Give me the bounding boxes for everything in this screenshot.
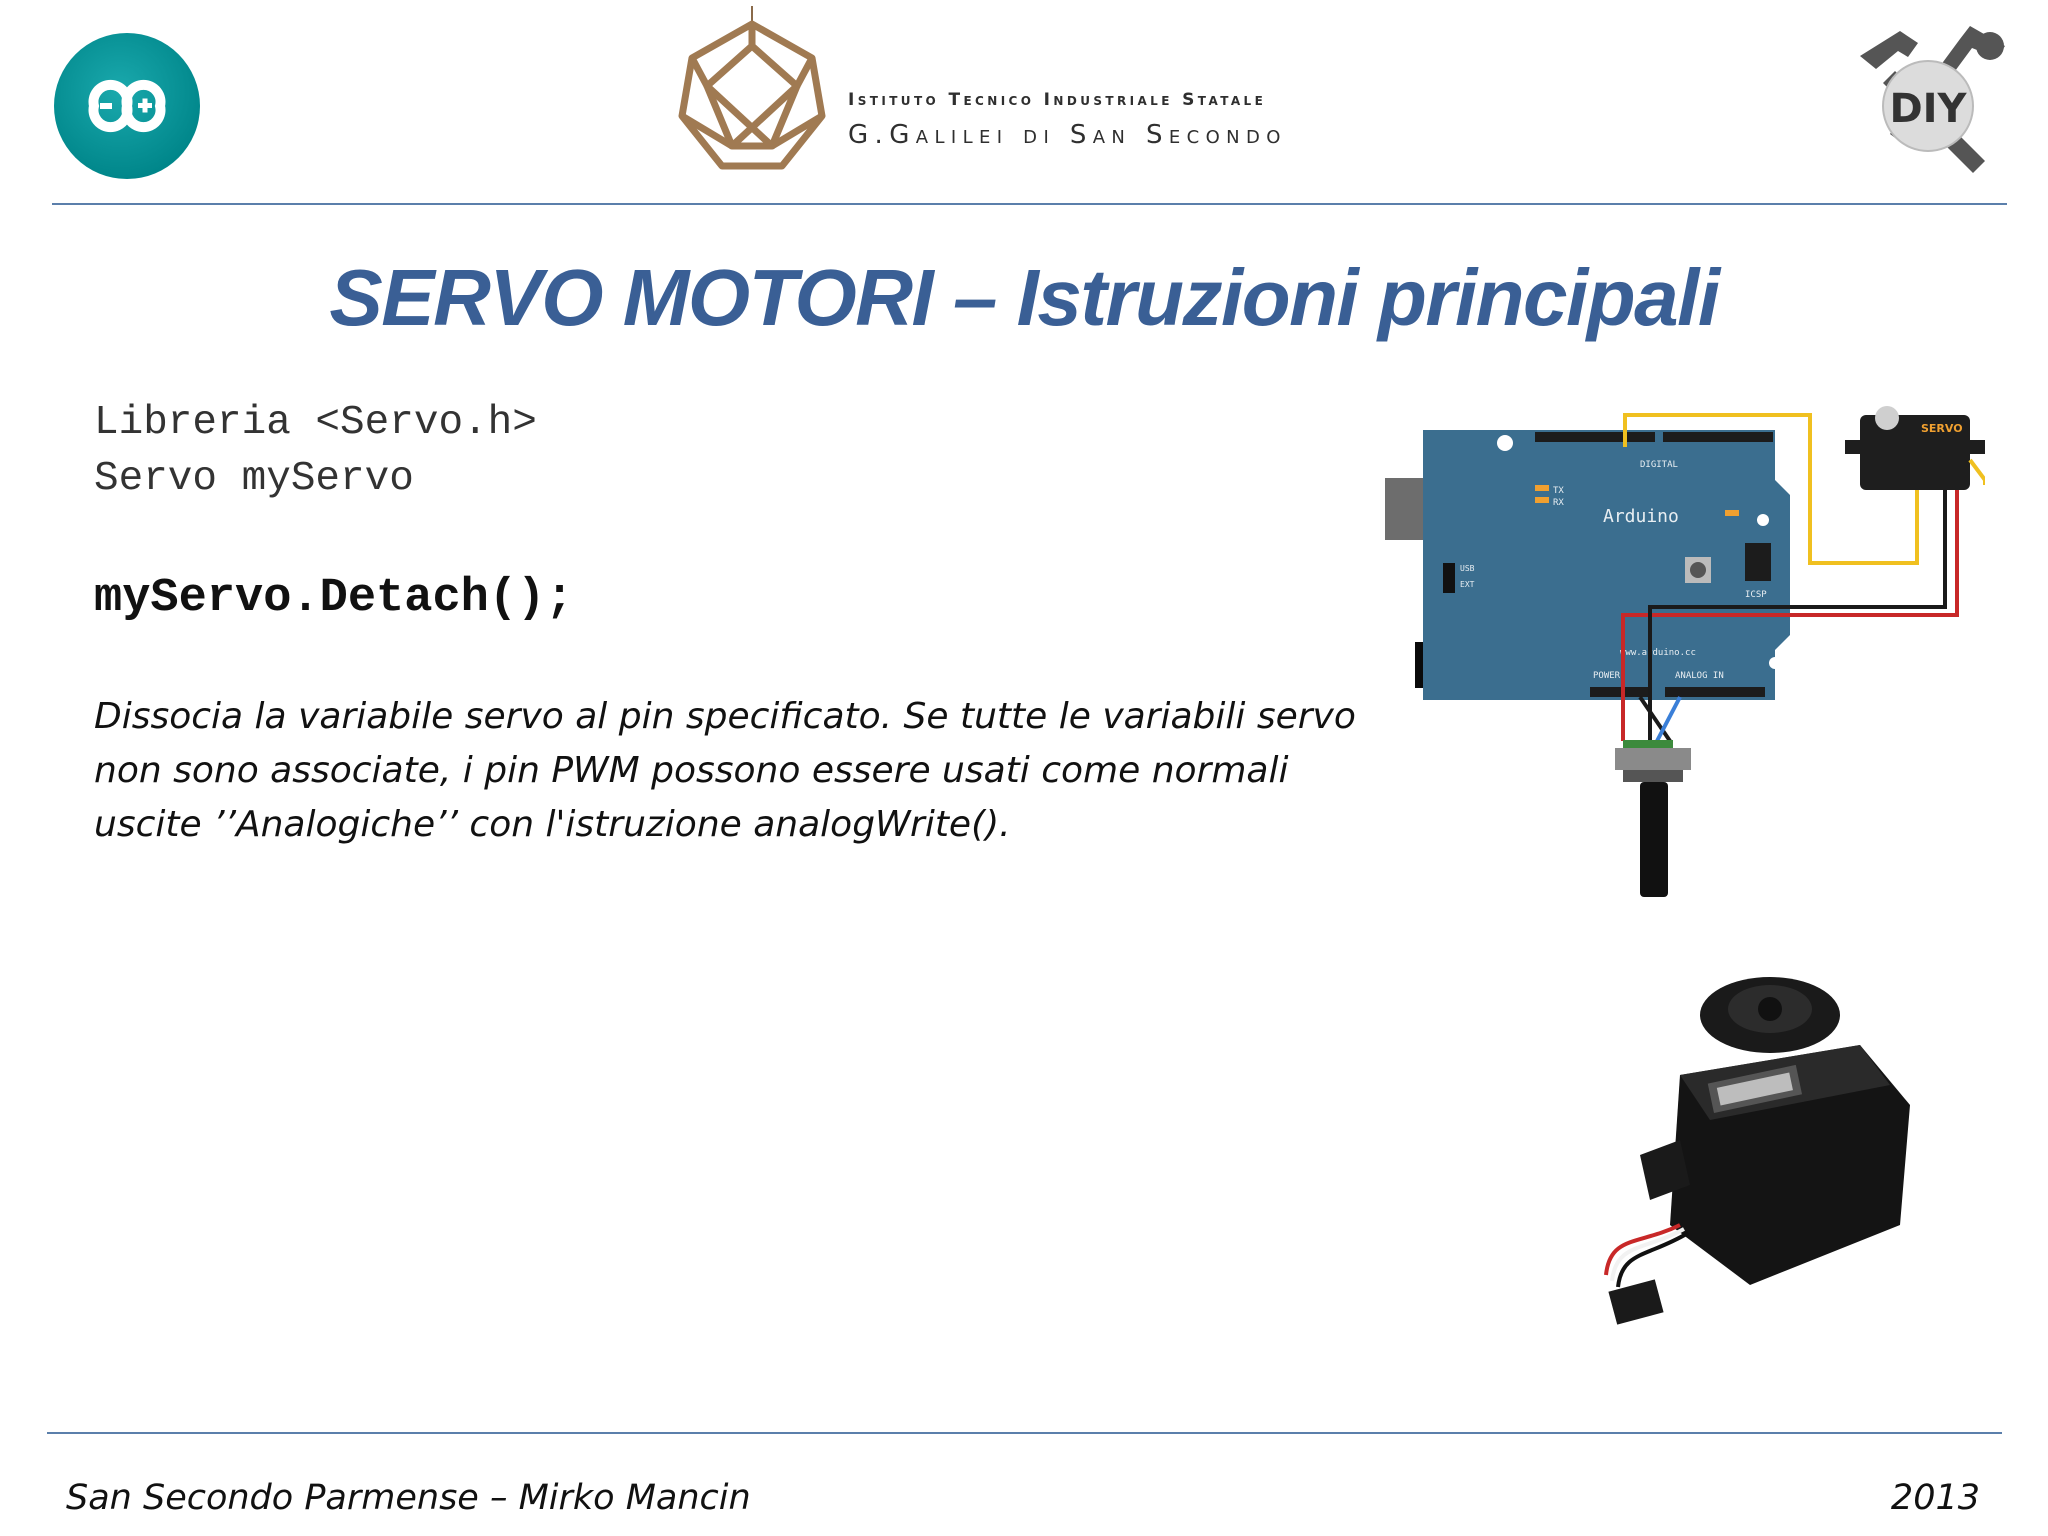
servo-motor-photo <box>1600 975 1935 1365</box>
description-line: non sono associate, i pin PWM possono essere usati come normali <box>94 750 1289 791</box>
school-emblem-logo <box>672 6 832 176</box>
footer-year: 2013 <box>1890 1478 1980 1518</box>
school-name-line2: G.Galilei di San Secondo <box>848 120 1287 150</box>
analog-label: ANALOG IN <box>1675 671 1724 681</box>
arduino-logo <box>52 31 202 181</box>
diy-logo-text: DIY <box>1889 86 1967 132</box>
usb-label: USB <box>1460 564 1475 573</box>
page-title: SERVO MOTORI – Istruzioni principali <box>329 253 1719 342</box>
arduino-board <box>1423 430 1790 700</box>
footer-divider <box>47 1432 2002 1434</box>
potentiometer <box>1615 748 1691 770</box>
rx-label: RX <box>1553 498 1564 508</box>
header-divider <box>52 203 2007 205</box>
description-line: Dissocia la variabile servo al pin specificato. Se tutte le variabili servo <box>94 696 1356 737</box>
tx-label: TX <box>1553 486 1564 496</box>
arduino-servo-circuit-diagram <box>1385 385 1985 915</box>
code-method-detach: myServo.Detach(); <box>94 572 574 625</box>
power-label: POWER <box>1593 671 1621 681</box>
ext-label: EXT <box>1460 580 1475 589</box>
board-label: Arduino <box>1603 506 1679 527</box>
url-label: www.arduino.cc <box>1620 648 1696 658</box>
code-include-line: Libreria <Servo.h> <box>94 400 537 446</box>
servo-label: SERVO <box>1921 422 1963 435</box>
digital-label: DIGITAL <box>1640 460 1678 470</box>
method-description <box>94 690 1394 852</box>
code-declaration-line: Servo myServo <box>94 456 414 502</box>
description-line: uscite ’’Analogiche’’ con l'istruzione analogWrite(). <box>94 804 1011 845</box>
footer-author: San Secondo Parmense – Mirko Mancin <box>66 1478 751 1518</box>
diy-tools-logo <box>1840 16 2020 191</box>
icsp-label: ICSP <box>1745 590 1767 600</box>
school-name-line1: Istituto Tecnico Industriale Statale <box>848 90 1267 110</box>
